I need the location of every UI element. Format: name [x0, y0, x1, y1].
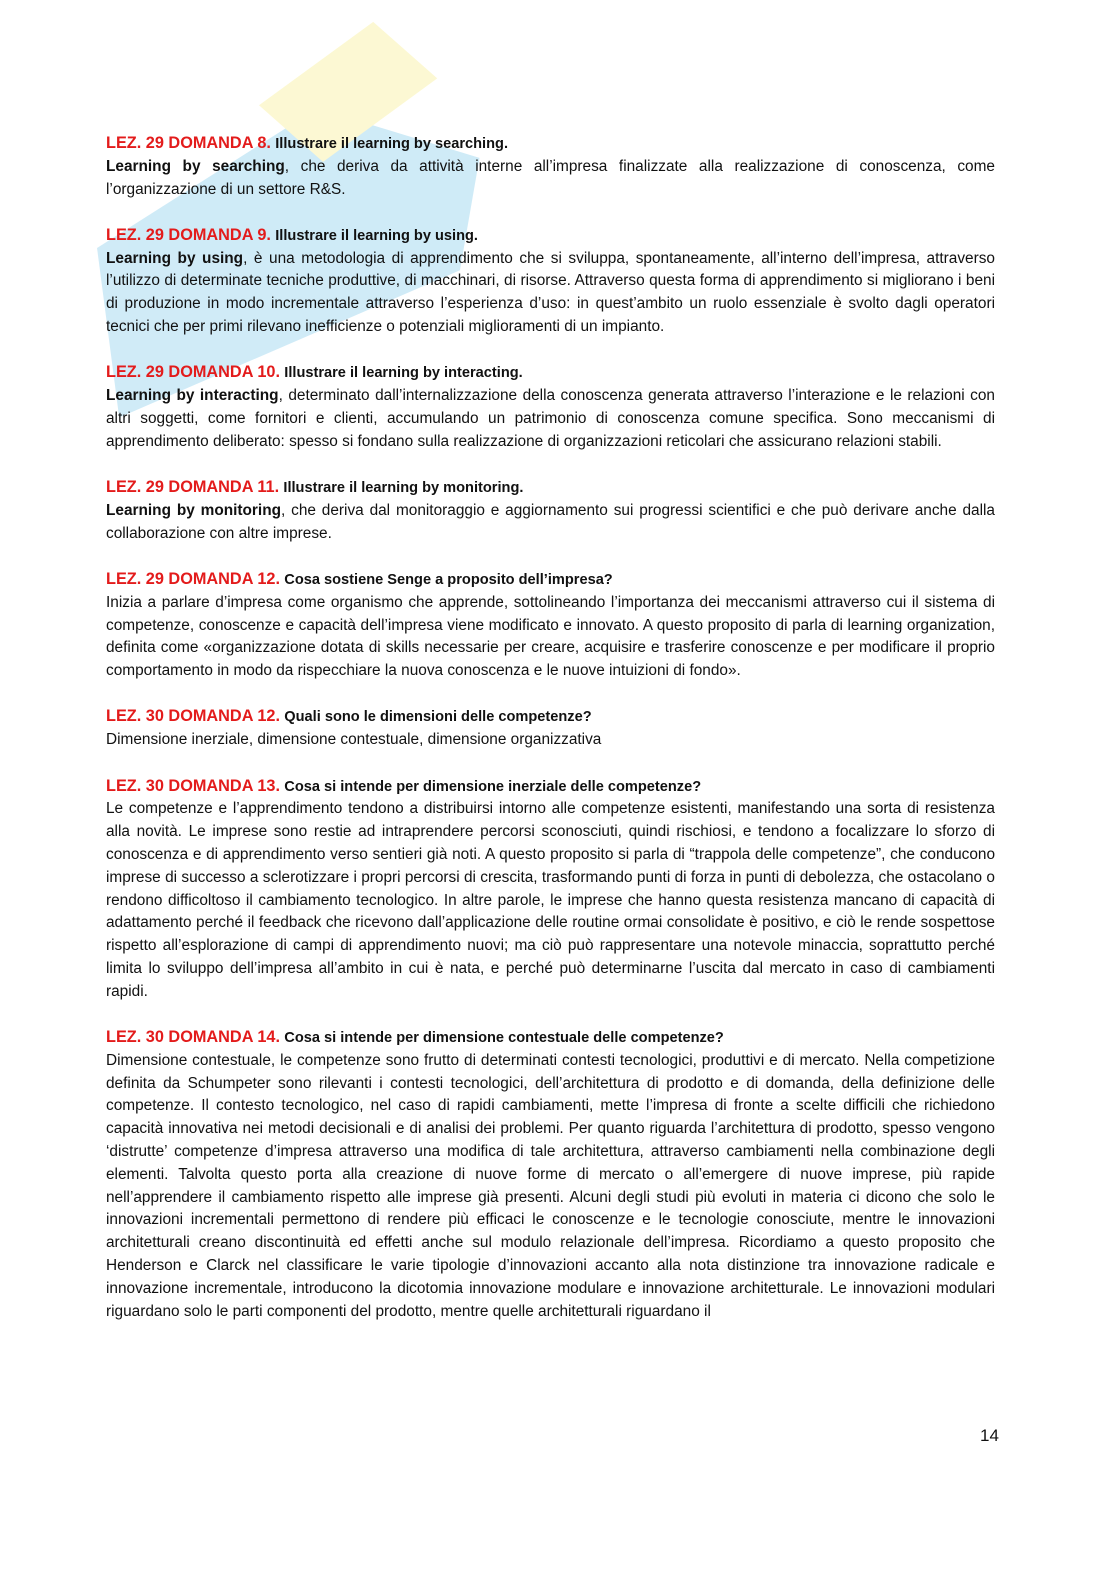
- question-heading: [106, 361, 995, 385]
- question-text: Cosa si intende per dimensione inerziale delle competenze?: [284, 778, 702, 795]
- answer-body: , determinato dall’internalizzazione della conoscenza generata attraverso l’interazione e le relazioni con altri soggetti, come fornitori e clienti, accumulando un patrimonio di conoscenza comune specifica. Sono meccanismi di apprendimento deliberato: spesso si fondano sulla realizzazione di organizzazioni reticolari che assicurano relazioni stabili.: [106, 387, 995, 450]
- qa-block: [106, 132, 995, 201]
- question-heading: [106, 568, 995, 592]
- question-heading: [106, 224, 995, 248]
- answer-term: Learning by monitoring: [106, 501, 282, 519]
- answer-text: [106, 500, 995, 546]
- answer-text: [106, 592, 995, 683]
- question-heading: [106, 132, 995, 156]
- qa-block: [106, 775, 995, 1004]
- lesson-label: LEZ. 30 DOMANDA 13.: [106, 776, 280, 795]
- question-heading: [106, 1026, 995, 1050]
- question-text: Illustrare il learning by searching.: [275, 136, 509, 152]
- question-text: Quali sono le dimensioni delle competenze?: [284, 709, 592, 726]
- lesson-label: LEZ. 29 DOMANDA 12.: [106, 569, 280, 588]
- answer-term: Learning by interacting: [106, 387, 279, 405]
- question-text: Cosa sostiene Senge a proposito dell’impresa?: [284, 571, 613, 588]
- lesson-label: LEZ. 29 DOMANDA 9.: [106, 225, 271, 244]
- lesson-label: LEZ. 29 DOMANDA 8.: [106, 134, 271, 152]
- lesson-label: LEZ. 29 DOMANDA 10.: [106, 363, 280, 382]
- answer-text: [106, 729, 995, 752]
- answer-body: Inizia a parlare d’impresa come organismo che apprende, sottolineando l’importanza dei meccanismi attraverso cui il sistema di competenze, conoscenze e capacità dell’impresa viene modificato e innovato. A questo proposito di parla di learning organization, definita come «organizzazione dotata di skills necessarie per creare, acquisire e trasferire conoscenze e per modificare il proprio comportamento in modo da rispecchiare la nuova conoscenza e le nuove intuizioni di fondo».: [106, 593, 995, 680]
- qa-block: [106, 361, 995, 453]
- answer-term: Learning by using: [106, 249, 244, 267]
- question-heading: [106, 476, 995, 500]
- answer-body: , che deriva dal monitoraggio e aggiornamento sui progressi scientifici e che può derivare anche dalla collaborazione con altre imprese.: [106, 501, 995, 542]
- page-number: 14: [980, 1426, 999, 1445]
- qa-block: [106, 224, 995, 339]
- question-heading: [106, 705, 995, 729]
- answer-text: [106, 385, 995, 453]
- answer-text: [106, 1050, 995, 1324]
- answer-text: [106, 248, 995, 339]
- lesson-label: LEZ. 30 DOMANDA 14.: [106, 1028, 280, 1046]
- answer-body: Dimensione inerziale, dimensione contestuale, dimensione organizzativa: [106, 731, 602, 749]
- question-text: Cosa si intende per dimensione contestuale delle competenze?: [284, 1030, 724, 1046]
- answer-body: Le competenze e l’apprendimento tendono a distribuirsi intorno alle competenze esistenti, manifestando una sorta di resistenza alla novità. Le imprese sono restie ad intraprendere percorsi sconosciuti, quindi rischiosi, e tendono a focalizzare lo sforzo di conoscenza e di apprendimento verso sentieri già noti. A questo proposito si parla di “trappola delle competenze”, che conducono imprese di successo a sclerotizzare i propri percorsi di crescita, trasformando punti di forza in punti di debolezza, che ostacolano o rendono difficoltoso il cambiamento tecnologico. In altre parole, le imprese che hanno questa resistenza mancano di capacità di adattamento perché il feedback che ricevono dall’applicazione delle routine ormai consolidate è positivo, e ciò le rende sospettose rispetto all’esplorazione di campi di apprendimento nuovi; ma ciò può rappresentare una notevole minaccia, soprattutto perché limita lo sviluppo dell’impresa all’ambito in cui è nata, e perché può determinarne l’uscita dal mercato in caso di cambiamenti rapidi.: [106, 800, 995, 1000]
- document-page: [106, 132, 995, 1346]
- qa-block: [106, 705, 995, 752]
- qa-block: [106, 476, 995, 545]
- qa-block: [106, 1026, 995, 1323]
- answer-text: [106, 798, 995, 1003]
- answer-body: , è una metodologia di apprendimento che si sviluppa, spontaneamente, all’interno dell’impresa, attraverso l’utilizzo di determinate tecniche produttive, di macchinari, di risorse. Attraverso questa forma di apprendimento si migliorano i beni di produzione in modo incrementale attraverso l’esperienza d’uso: in quest’ambito un ruolo essenziale è svolto dagli operatori tecnici che per primi rilevano inefficienze o potenziali miglioramenti di un impianto.: [106, 249, 995, 336]
- answer-body: , che deriva da attività interne all’impresa finalizzate alla realizzazione di conoscenza, come l’organizzazione di un settore R&S.: [106, 157, 995, 198]
- lesson-label: LEZ. 30 DOMANDA 12.: [106, 707, 280, 726]
- answer-body: Dimensione contestuale, le competenze sono frutto di determinati contesti tecnologici, produttivi e di mercato. Nella competizione definita da Schumpeter sono rilevanti i contesti tecnologici, dell’architettura di prodotto e di domanda, della definizione delle competenze. Il contesto tecnologico, nel caso di rapidi cambiamenti, mette l’impresa di fronte a scelte difficili che richiedono capacità innovativa nei metodi decisionali e di analisi dei problemi. Per quanto riguarda l’architettura di prodotto, spesso vengono ‘distrutte’ competenze d’impresa attraverso una modifica di tale architettura, attraverso cambiamenti nella combinazione degli elementi. Talvolta questo porta alla creazione di nuove forme di mercato o all’emergere di nuove imprese, più rapide nell’apprendere il cambiamento rispetto alle imprese già presenti. Alcuni degli studi più evoluti in materia ci dicono che solo le innovazioni incrementali permettono di rendere più efficaci le conoscenze e le tecnologie conosciute, mentre le innovazioni architetturali creano discontinuità ed effetti anche sul modulo relazionale dell’impresa. Ricordiamo a questo proposito che Henderson e Clarck nel classificare le varie tipologie d’innovazioni accanto alla nota distinzione tra innovazione radicale e innovazione incrementale, introducono la dicotomia innovazione modulare e innovazione architetturale. Le innovazioni modulari riguardano solo le parti componenti del prodotto, mentre quelle architetturali riguardano il: [106, 1051, 995, 1320]
- question-text: Illustrare il learning by interacting.: [284, 365, 523, 382]
- question-text: Illustrare il learning by monitoring.: [283, 480, 524, 497]
- lesson-label: LEZ. 29 DOMANDA 11.: [106, 478, 280, 497]
- qa-block: [106, 568, 995, 683]
- answer-term: Learning by searching: [106, 157, 285, 175]
- answer-text: [106, 156, 995, 202]
- question-heading: [106, 775, 995, 799]
- question-text: Illustrare il learning by using.: [275, 227, 478, 244]
